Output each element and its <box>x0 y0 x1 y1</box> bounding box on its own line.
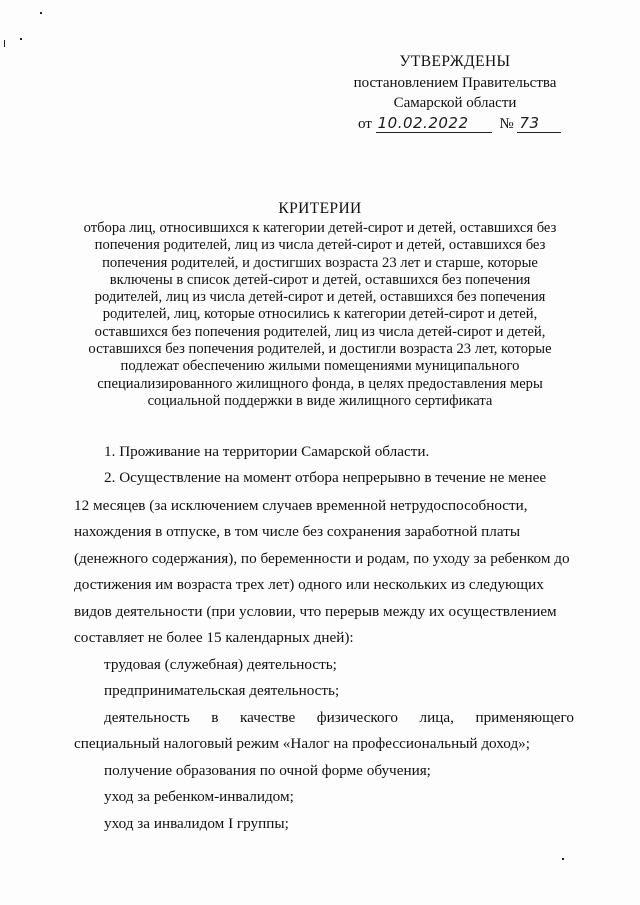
word: применяющего <box>475 709 574 726</box>
activity-item-continued: специальный налоговый режим «Налог на профессиональный доход»; <box>74 735 530 752</box>
approval-resolution-line: постановлением Правительства <box>353 75 557 91</box>
criterion-2-line: 2. Осуществление на момент отбора непрерывно в течение не менее <box>104 469 547 486</box>
scan-mark-top <box>40 12 42 14</box>
word: лица, <box>419 709 454 726</box>
scan-mark-left-dot <box>20 38 22 40</box>
criterion-2-line: нахождения в отпуске, в том числе без сохранения заработной платы <box>74 523 521 540</box>
subtitle-line: оставшихся без попечения родителей, лиц из числа детей-сирот и детей, <box>94 323 546 340</box>
criterion-2-line: (денежного содержания), по беременности и родам, по уходу за ребенком до <box>74 550 570 567</box>
number-label: № <box>499 116 514 132</box>
activity-item: получение образования по очной форме обучения; <box>104 762 431 779</box>
criterion-2-line: видов деятельности (при условии, что перерыв между их осуществлением <box>74 603 557 620</box>
subtitle-line: включены в список детей-сирот и детей, оставшихся без попечения <box>109 271 531 288</box>
subtitle-line: попечения родителей, и достигших возраста 23 лет и старше, которые <box>102 254 538 271</box>
subtitle-line: оставшихся без попечения родителей, и достигли возраста 23 лет, которые <box>88 341 552 358</box>
document-title: КРИТЕРИИ <box>278 200 362 217</box>
word: физического <box>316 709 399 726</box>
criterion-2-line: составляет не более 15 календарных дней): <box>74 629 354 646</box>
scan-mark-left <box>4 40 5 47</box>
subtitle-line: родителей, лиц, которые относились к категории детей-сирот и детей, <box>102 306 538 323</box>
approval-heading: УТВЕРЖДЕНЫ <box>399 53 511 70</box>
handwritten-number: 73 <box>519 114 540 132</box>
subtitle-line: попечения родителей, лиц из числа детей-сирот и детей, оставшихся без <box>94 237 546 254</box>
subtitle-line: отбора лиц, относившихся к категории детей-сирот и детей, оставшихся без <box>83 220 557 236</box>
approval-date-number-row <box>330 114 580 134</box>
document-subtitle <box>60 220 580 410</box>
word: деятельность <box>104 709 190 726</box>
scan-mark-bottom <box>562 858 564 860</box>
activity-item: уход за ребенком-инвалидом; <box>104 788 294 805</box>
approval-block <box>330 52 580 134</box>
date-underline <box>376 115 492 133</box>
word: в <box>211 709 219 726</box>
number-underline <box>517 115 561 133</box>
subtitle-line: родителей, лиц из числа детей-сирот и детей, оставшихся без попечения <box>94 289 546 306</box>
activity-item: уход за инвалидом I группы; <box>104 815 289 832</box>
activity-item: трудовая (служебная) деятельность; <box>104 656 337 673</box>
subtitle-line: социальной поддержки в виде жилищного сертификата <box>147 392 493 409</box>
criterion-2-line: 12 месяцев (за исключением случаев временной нетрудоспособности, <box>74 497 528 514</box>
handwritten-date: 10.02.2022 <box>377 114 469 132</box>
subtitle-line: специализированного жилищного фонда, в целях предоставления меры <box>97 375 543 392</box>
word: качестве <box>239 709 296 726</box>
subtitle-line: подлежат обеспечению жилыми помещениями муниципального <box>120 358 520 375</box>
criterion-2-line: достижения им возраста трех лет) одного или нескольких из следующих <box>74 576 544 593</box>
from-label: от <box>358 116 372 132</box>
activity-item: предпринимательская деятельность; <box>104 682 340 699</box>
criterion-1: 1. Проживание на территории Самарской области. <box>104 443 430 460</box>
activity-item-justified <box>104 709 574 727</box>
approval-region-line: Самарской области <box>393 95 517 111</box>
